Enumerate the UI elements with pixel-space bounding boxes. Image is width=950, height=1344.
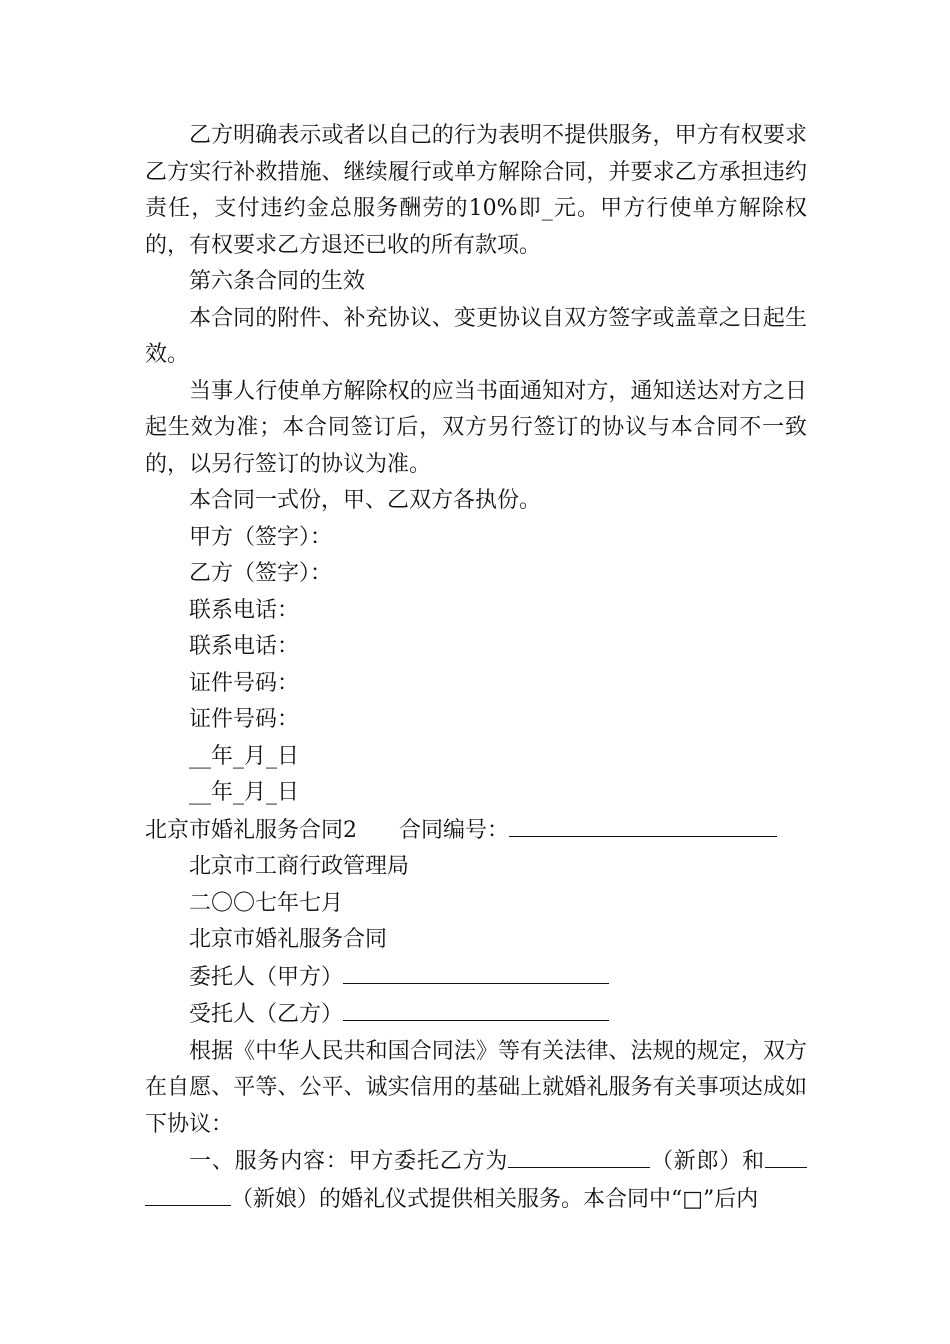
date-line-a: __年_月_日	[189, 743, 300, 769]
party-b-blank	[343, 996, 609, 1021]
article-six-heading: 第六条合同的生效	[189, 269, 366, 294]
paragraph-breach-terms: 乙方明确表示或者以自己的行为表明不提供服务，甲方有权要求乙方实行补救措施、继续履行或单方解除合同，并要求乙方承担违约责任，支付违约金总服务酬劳的10%即_元。甲方行使单方解除权的，有权要求乙方退还已收的所有款项。	[145, 123, 807, 258]
id-number-label-b: 证件号码：	[189, 707, 300, 732]
party-a-blank	[343, 959, 609, 984]
party-a-signature-label: 甲方（签字）：	[189, 524, 333, 550]
service-text-groom: （新郎）和	[650, 1149, 765, 1174]
party-b-label: 受托人（乙方）	[189, 1002, 344, 1027]
document-page	[145, 118, 807, 1218]
service-text-1: 一、服务内容：甲方委托乙方为	[189, 1149, 509, 1174]
contract-number-label: 合同编号：	[399, 817, 510, 843]
date-line-b: __年_月_日	[189, 780, 300, 805]
preamble-paragraph: 根据《中华人民共和国合同法》等有关法律、法规的规定，双方在自愿、平等、公平、诚实信用的基础上就婚礼服务有关事项达成如下协议：	[145, 1038, 807, 1137]
bride-name-blank-start	[765, 1143, 807, 1168]
phone-label-b: 联系电话：	[189, 634, 300, 659]
paragraph-copies: 本合同一式份，甲、乙双方各执份。	[189, 488, 542, 513]
groom-name-blank	[508, 1143, 650, 1168]
contract-number-blank	[509, 812, 777, 837]
phone-label-a: 联系电话：	[189, 597, 300, 623]
party-b-signature-label: 乙方（签字）：	[189, 561, 333, 586]
contract-name-line: 北京市婚礼服务合同	[189, 927, 388, 952]
id-number-label-a: 证件号码：	[189, 670, 300, 696]
bride-name-blank-end	[145, 1181, 231, 1206]
contract2-title-line	[145, 812, 807, 850]
party-a-label: 委托人（甲方）	[189, 964, 344, 990]
party-b-line	[145, 996, 807, 1034]
service-text-bride: （新娘）的婚礼仪式提供相关服务。本合同中“□”后内	[231, 1186, 759, 1212]
service-content-paragraph	[145, 1143, 807, 1218]
contract2-title: 北京市婚礼服务合同2	[145, 817, 357, 843]
paragraph-termination-notice: 当事人行使单方解除权的应当书面通知对方，通知送达对方之日起生效为准；本合同签订后，双方另行签订的协议与本合同不一致的，以另行签订的协议为准。	[145, 378, 807, 477]
paragraph-effect: 本合同的附件、补充协议、变更协议自双方签字或盖章之日起生效。	[145, 305, 807, 367]
party-a-line	[145, 959, 807, 997]
issue-date-line: 二〇〇七年七月	[189, 890, 344, 916]
issuer-line: 北京市工商行政管理局	[189, 854, 410, 879]
